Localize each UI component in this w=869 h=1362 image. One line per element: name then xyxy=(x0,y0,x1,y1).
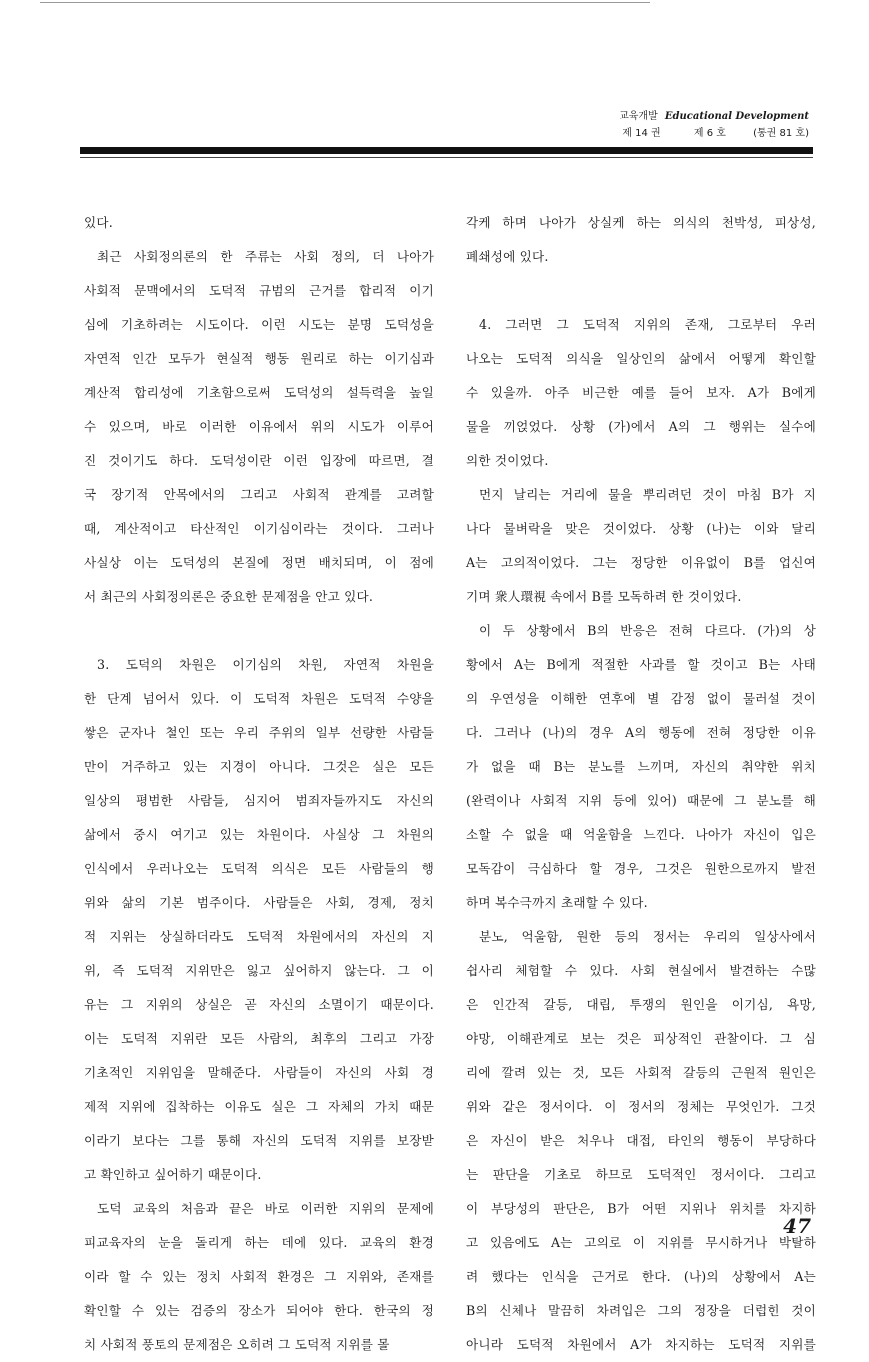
top-scan-line xyxy=(40,2,650,3)
text-line: 폐쇄성에 있다. xyxy=(466,249,549,264)
paragraph-gap xyxy=(84,614,434,648)
text-line: (완력이나 사회적 지위 등에 있어) 때문에 그 분노를 해 xyxy=(466,793,816,808)
text-line: 은 인간적 갈등, 대립, 투쟁의 원인을 이기심, 욕망, xyxy=(466,997,816,1012)
text-line: 제적 지위에 집착하는 이유도 실은 그 자체의 가치 때문 xyxy=(84,1099,434,1114)
text-line: 인식에서 우러나오는 도덕적 의식은 모든 사람들의 행 xyxy=(84,861,434,876)
text-line: 이는 도덕적 지위란 모든 사람의, 최후의 그리고 가장 xyxy=(84,1031,434,1046)
text-line: 계산적 합리성에 기초함으로써 도덕성의 설득력을 높일 xyxy=(84,385,434,400)
text-line: B의 신체나 말끔히 차려입은 그의 정장을 더럽힌 것이 xyxy=(466,1303,816,1318)
issue-info xyxy=(619,125,809,142)
text-line: 가 없을 때 B는 분노를 느끼며, 자신의 취약한 위치 xyxy=(466,759,816,774)
text-line: 물을 끼얹었다. 상황 (가)에서 A의 그 행위는 실수에 xyxy=(466,419,816,434)
text-line: 자연적 인간 모두가 현실적 행동 원리로 하는 이기심과 xyxy=(84,351,434,366)
text-line: 한 단계 넘어서 있다. 이 도덕적 차원은 도덕적 수양을 xyxy=(84,691,434,706)
text-line: 때, 계산적이고 타산적인 이기심이라는 것이다. 그러나 xyxy=(84,521,434,536)
text-line: 이 두 상황에서 B의 반응은 전혀 다르다. (가)의 상 xyxy=(479,623,816,638)
journal-title-korean: 교육개발 xyxy=(619,111,658,122)
issue-label: 제 6 호 xyxy=(693,128,726,139)
text-line: 쌓은 군자나 철인 또는 우리 주위의 일부 선량한 사람들 xyxy=(84,725,434,740)
text-line: 위와 삶의 기본 범주이다. 사람들은 사회, 경제, 정치 xyxy=(84,895,434,910)
text-line: 확인할 수 있는 검증의 장소가 되어야 한다. 한국의 정 xyxy=(84,1303,434,1318)
text-line: 은 자신이 받은 처우나 대접, 타인의 행동이 부당하다 xyxy=(466,1133,816,1148)
text-line: 3. 도덕의 차원은 이기심의 차원, 자연적 차원을 xyxy=(97,657,434,672)
text-line: 4. 그러면 그 도덕적 지위의 존재, 그로부터 우러 xyxy=(479,317,816,332)
text-line: A는 고의적이었다. 그는 정당한 이유없이 B를 업신여 xyxy=(466,555,816,570)
text-line: 기며 衆人環視 속에서 B를 모독하려 한 것이었다. xyxy=(466,589,742,604)
text-line: 리에 깔려 있는 것, 모든 사회적 갈등의 근원적 원인은 xyxy=(466,1065,816,1080)
text-line: 하며 복수극까지 초래할 수 있다. xyxy=(466,895,648,910)
text-line: 의한 것이었다. xyxy=(466,453,549,468)
left-text-column xyxy=(84,206,434,1362)
header-rule-thick xyxy=(80,147,813,154)
text-line: 분노, 억울함, 원한 등의 정서는 우리의 일상사에서 xyxy=(479,929,816,944)
text-line: 모독감이 극심하다 할 경우, 그것은 원한으로까지 발전 xyxy=(466,861,816,876)
paragraph-gap xyxy=(466,274,816,308)
text-line: 야망, 이해관계로 보는 것은 피상적인 관찰이다. 그 심 xyxy=(466,1031,816,1046)
text-line: 고 확인하고 싶어하기 때문이다. xyxy=(84,1167,262,1182)
journal-title xyxy=(619,108,809,125)
text-line: 일상의 평범한 사람들, 심지어 범죄자들까지도 자신의 xyxy=(84,793,434,808)
page-number: 47 xyxy=(783,1214,811,1238)
text-line: 사회적 문맥에서의 도덕적 규범의 근거를 합리적 이기 xyxy=(84,283,434,298)
text-line: 서 최근의 사회정의론은 중요한 문제점을 안고 있다. xyxy=(84,589,374,604)
text-line: 기초적인 지위임을 말해준다. 사람들이 자신의 사회 경 xyxy=(84,1065,434,1080)
volume-label: 제 14 권 xyxy=(622,128,661,139)
text-line: 사실상 이는 도덕성의 본질에 정면 배치되며, 이 점에 xyxy=(84,555,434,570)
text-line: 소할 수 없을 때 억울함을 느낀다. 나아가 자신이 입은 xyxy=(466,827,816,842)
text-line: 진 것이기도 하다. 도덕성이란 이런 입장에 따르면, 결 xyxy=(84,453,434,468)
text-line: 다. 그러나 (나)의 경우 A의 행동에 전혀 정당한 이유 xyxy=(466,725,816,740)
text-line: 쉽사리 체험할 수 있다. 사회 현실에서 발견하는 수많 xyxy=(466,963,816,978)
text-line: 려 했다는 인식을 근거로 한다. (나)의 상황에서 A는 xyxy=(466,1269,816,1284)
text-line: 나다 물벼락을 맞은 것이었다. 상황 (나)는 이와 달리 xyxy=(466,521,816,536)
text-line: 심에 기초하려는 시도이다. 이런 시도는 분명 도덕성을 xyxy=(84,317,434,332)
serial-label: (통권 81 호) xyxy=(753,128,809,139)
text-line: 최근 사회정의론의 한 주류는 사회 정의, 더 나아가 xyxy=(97,249,434,264)
text-line: 황에서 A는 B에게 적절한 사과를 할 것이고 B는 사태 xyxy=(466,657,816,672)
text-line: 의 우연성을 이해한 연후에 별 감정 없이 물러설 것이 xyxy=(466,691,816,706)
text-line: 고 있음에도 A는 고의로 이 지위를 무시하거나 박탈하 xyxy=(466,1235,816,1250)
text-line: 는 판단을 기초로 하므로 도덕적인 정서이다. 그리고 xyxy=(466,1167,816,1182)
text-line: 나오는 도덕적 의식을 일상인의 삶에서 어떻게 확인할 xyxy=(466,351,816,366)
text-line: 유는 그 지위의 상실은 곧 자신의 소멸이기 때문이다. xyxy=(84,997,434,1012)
journal-title-english: Educational Development xyxy=(664,111,809,122)
text-line: 수 있으며, 바로 이러한 이유에서 위의 시도가 이루어 xyxy=(84,419,434,434)
text-line: 아니라 도덕적 차원에서 A가 차지하는 도덕적 지위를 xyxy=(466,1337,816,1352)
text-line: 국 장기적 안목에서의 그리고 사회적 관계를 고려할 xyxy=(84,487,434,502)
text-line: 치 사회적 풍토의 문제점은 오히려 그 도덕적 지위를 몰 xyxy=(84,1337,390,1352)
text-line: 이라기 보다는 그를 통해 자신의 도덕적 지위를 보장받 xyxy=(84,1133,434,1148)
text-line: 삶에서 중시 여기고 있는 차원이다. 사실상 그 차원의 xyxy=(84,827,434,842)
header-rule-thin xyxy=(80,157,813,158)
text-line: 수 있을까. 아주 비근한 예를 들어 보자. A가 B에게 xyxy=(466,385,816,400)
running-header xyxy=(619,108,809,142)
text-line: 각케 하며 나아가 상실케 하는 의식의 천박성, 피상성, xyxy=(466,215,816,230)
text-line: 위와 같은 정서이다. 이 정서의 정체는 무엇인가. 그것 xyxy=(466,1099,816,1114)
text-line: 이라 할 수 있는 정치 사회적 환경은 그 지위와, 존재를 xyxy=(84,1269,434,1284)
right-text-column xyxy=(466,206,816,1362)
text-line: 이 부당성의 판단은, B가 어떤 지위나 위치를 차지하 xyxy=(466,1201,816,1216)
text-line: 위, 즉 도덕적 지위만은 잃고 싶어하지 않는다. 그 이 xyxy=(84,963,434,978)
text-line: 먼지 날리는 거리에 물을 뿌리려던 것이 마침 B가 지 xyxy=(479,487,816,502)
text-line: 피교육자의 눈을 돌리게 하는 데에 있다. 교육의 환경 xyxy=(84,1235,434,1250)
text-line: 만이 거주하고 있는 지경이 아니다. 그것은 실은 모든 xyxy=(84,759,434,774)
text-line: 도덕 교육의 처음과 끝은 바로 이러한 지위의 문제에 xyxy=(97,1201,434,1216)
text-line: 있다. xyxy=(84,215,113,230)
text-line: 적 지위는 상실하더라도 도덕적 차원에서의 자신의 지 xyxy=(84,929,434,944)
